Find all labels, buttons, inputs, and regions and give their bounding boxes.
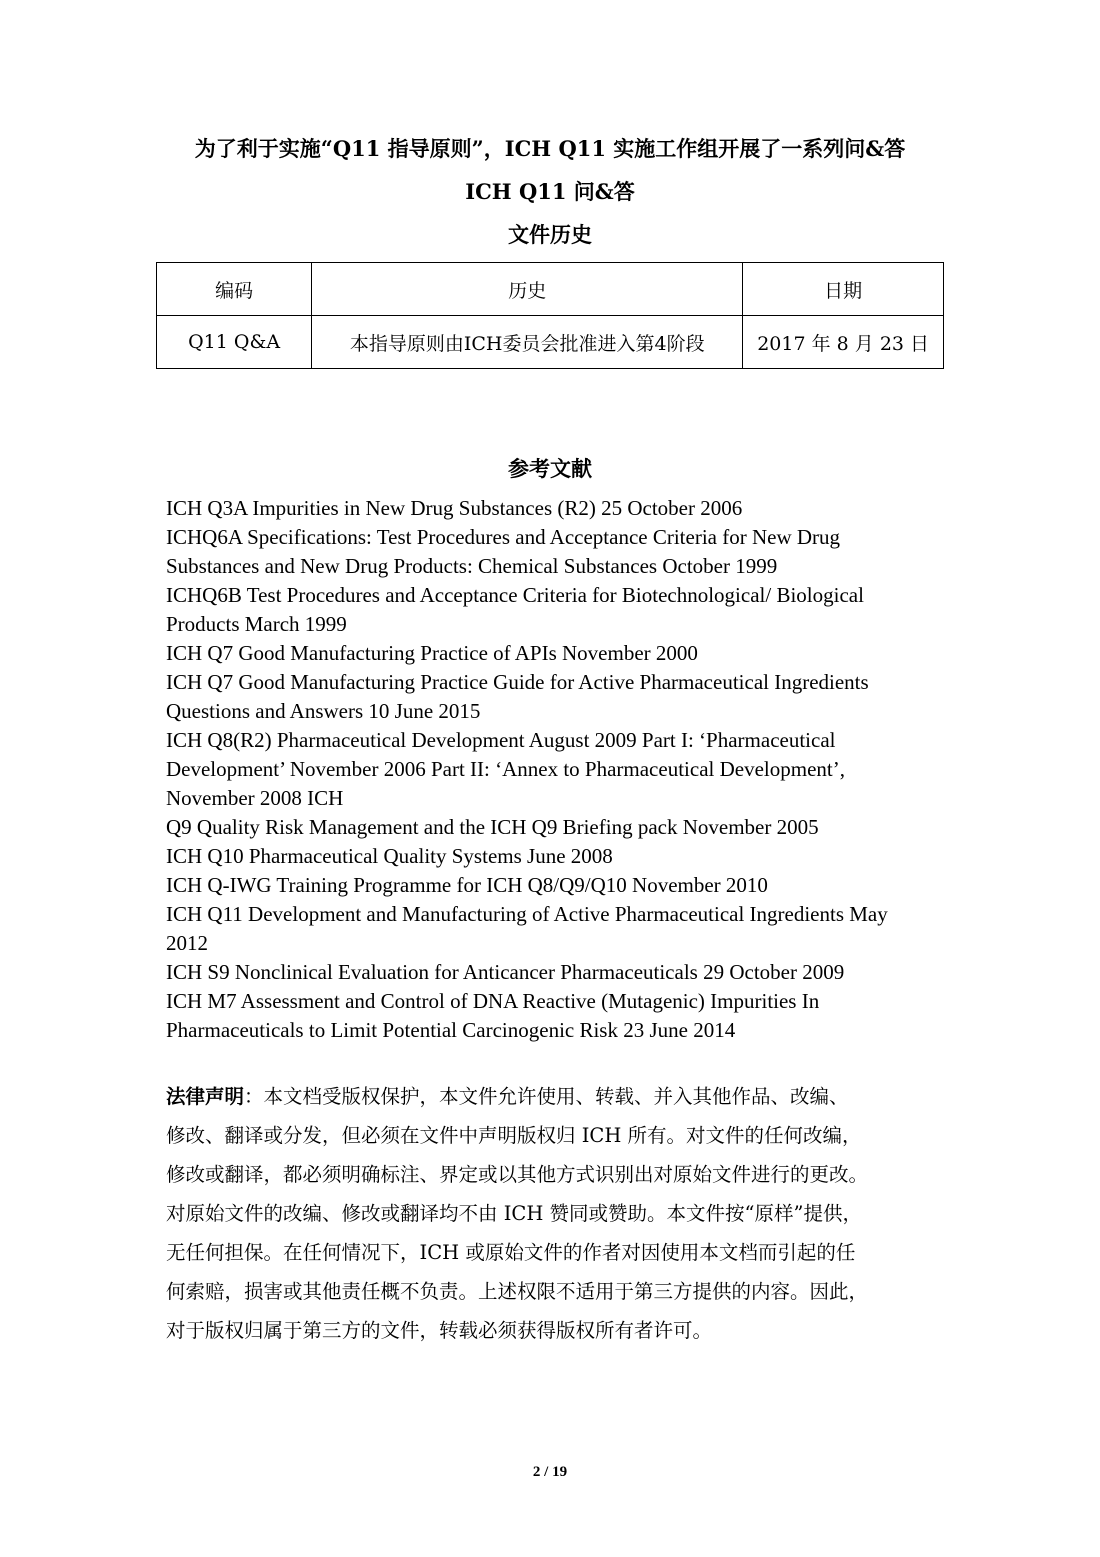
reference-line: Substances and New Drug Products: Chemical Substances October 1999: [166, 554, 778, 578]
reference-line: Pharmaceuticals to Limit Potential Carcinogenic Risk 23 June 2014: [166, 1018, 736, 1042]
legal-line: [166, 1077, 946, 1116]
references-list: [166, 494, 946, 1045]
legal-line: 修改或翻译，都必须明确标注、界定或以其他方式识别出对原始文件进行的更改。: [166, 1163, 869, 1186]
page-number: 2 / 19: [532, 1464, 568, 1480]
history-table-header-row: [157, 263, 944, 316]
document-title: 为了利于实施“Q11 指导原则”，ICH Q11 实施工作组开展了一系列问&答: [194, 136, 906, 161]
reference-line: ICH M7 Assessment and Control of DNA Reactive (Mutagenic) Impurities In: [166, 989, 820, 1013]
reference-line: Q9 Quality Risk Management and the ICH Q9 Briefing pack November 2005: [166, 815, 819, 839]
legal-line: 无任何担保。在任何情况下，ICH 或原始文件的作者对因使用本文档而引起的任: [166, 1241, 856, 1264]
legal-line: 对于版权归属于第三方的文件，转载必须获得版权所有者许可。: [166, 1319, 713, 1342]
history-table: [156, 262, 944, 369]
table-row: [157, 316, 944, 369]
document-subtitle: ICH Q11 问&答: [465, 179, 635, 204]
reference-line: ICH Q10 Pharmaceutical Quality Systems June 2008: [166, 844, 613, 868]
legal-line: 对原始文件的改编、修改或翻译均不由 ICH 赞同或赞助。本文件按“原样”提供，: [166, 1202, 862, 1225]
reference-line: ICH Q3A Impurities in New Drug Substances (R2) 25 October 2006: [166, 496, 743, 520]
reference-line: ICHQ6B Test Procedures and Acceptance Criteria for Biotechnological/ Biological: [166, 583, 864, 607]
legal-line-text: ：本文档受版权保护，本文件允许使用、转载、并入其他作品、改编、: [244, 1085, 849, 1108]
reference-line: 2012: [166, 931, 208, 955]
reference-line: Products March 1999: [166, 612, 347, 636]
history-description-cell: 本指导原则由ICH委员会批准进入第4阶段: [312, 316, 743, 369]
history-code-cell: Q11 Q&A: [157, 316, 312, 369]
reference-line: ICH Q7 Good Manufacturing Practice of APIs November 2000: [166, 641, 698, 665]
reference-line: Development’ November 2006 Part II: ‘Annex to Pharmaceutical Development’,: [166, 757, 845, 781]
reference-line: Questions and Answers 10 June 2015: [166, 699, 481, 723]
history-date-cell: 2017 年 8 月 23 日: [743, 316, 944, 369]
legal-notice: [166, 1077, 946, 1350]
history-col-history-header: 历史: [312, 263, 743, 316]
legal-notice-label: 法律声明: [166, 1085, 245, 1108]
reference-line: ICHQ6A Specifications: Test Procedures and Acceptance Criteria for New Drug: [166, 525, 841, 549]
reference-line: November 2008 ICH: [166, 786, 344, 810]
history-col-date-header: 日期: [743, 263, 944, 316]
reference-line: ICH Q8(R2) Pharmaceutical Development August 2009 Part I: ‘Pharmaceutical: [166, 728, 836, 752]
reference-line: ICH Q-IWG Training Programme for ICH Q8/Q9/Q10 November 2010: [166, 873, 768, 897]
reference-line: ICH Q7 Good Manufacturing Practice Guide for Active Pharmaceutical Ingredients: [166, 670, 869, 694]
reference-line: ICH S9 Nonclinical Evaluation for Anticancer Pharmaceuticals 29 October 2009: [166, 960, 845, 984]
history-col-code-header: 编码: [157, 263, 312, 316]
references-heading: 参考文献: [508, 456, 592, 481]
reference-line: ICH Q11 Development and Manufacturing of Active Pharmaceutical Ingredients May: [166, 902, 888, 926]
history-heading: 文件历史: [508, 222, 592, 247]
legal-line: 何索赔，损害或其他责任概不负责。上述权限不适用于第三方提供的内容。因此，: [166, 1280, 869, 1303]
legal-line: 修改、翻译或分发，但必须在文件中声明版权归 ICH 所有。对文件的任何改编，: [166, 1124, 862, 1147]
